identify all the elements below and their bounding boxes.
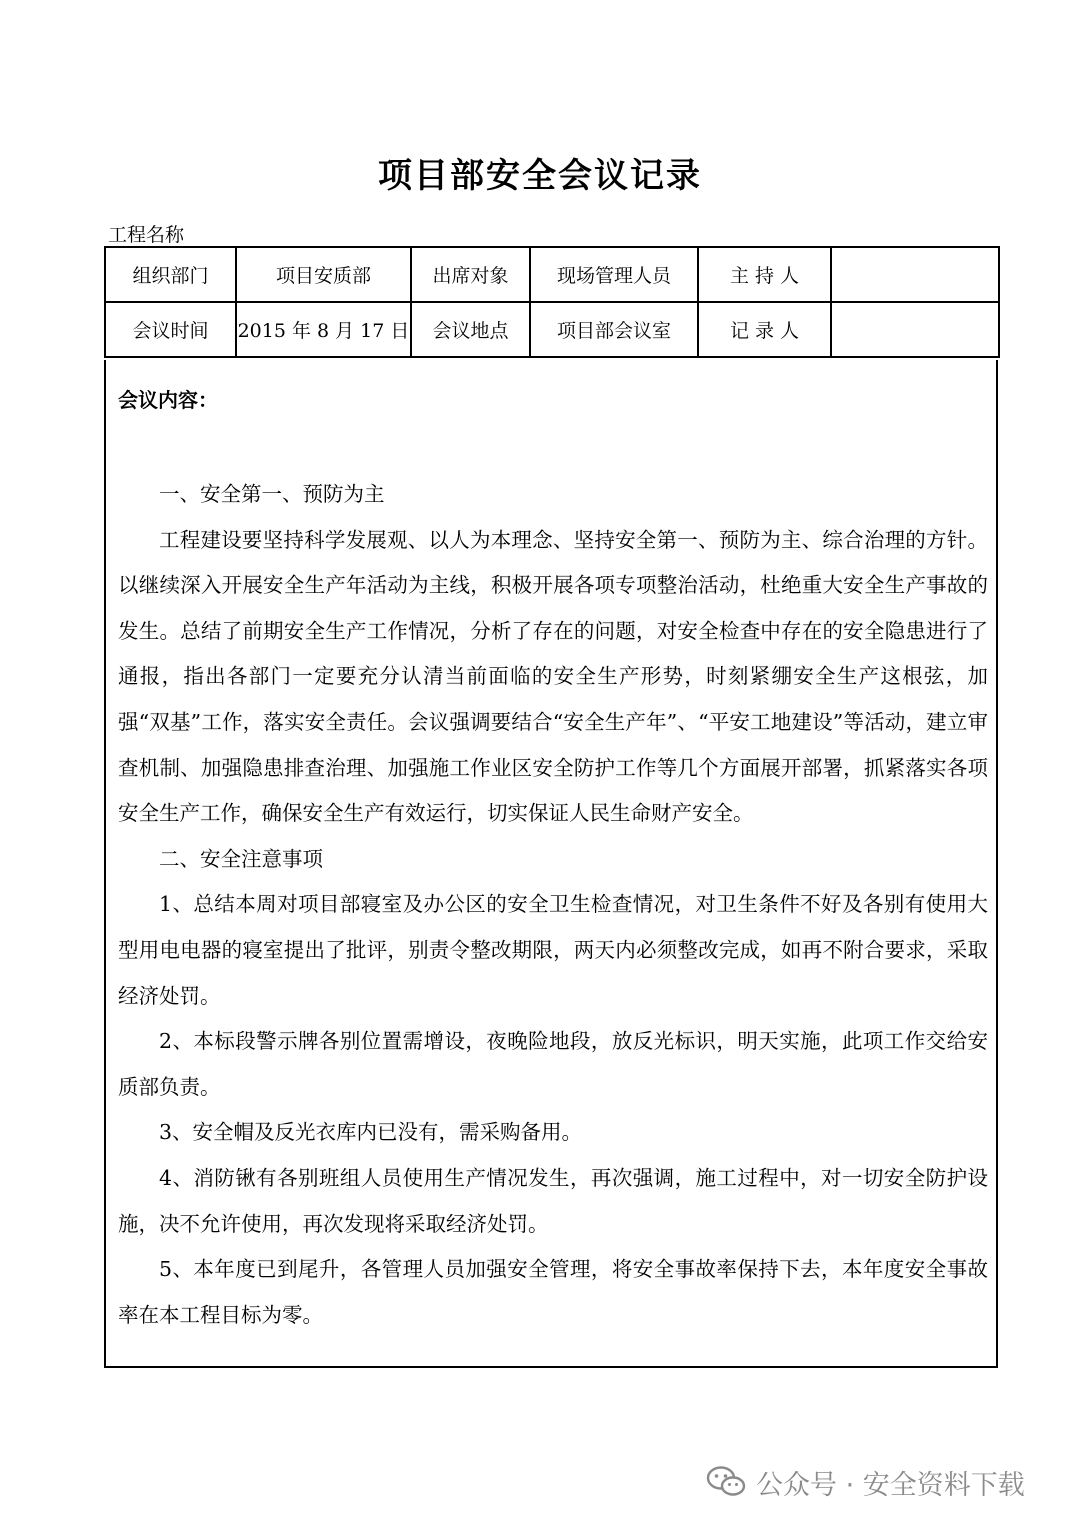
- info-row-1: [105, 247, 999, 302]
- content-item-1: 1、总结本周对项目部寝室及办公区的安全卫生检查情况，对卫生条件不好及各别有使用大型用电电器的寝室提出了批评，别责令整改期限，两天内必须整改完成，如再不附合要求，采取经济处罚。: [118, 892, 988, 1008]
- attendees-label: 出席对象: [411, 247, 530, 302]
- recorder-label: 记 录 人: [698, 302, 831, 357]
- organizer-value: 项目安质部: [236, 247, 411, 302]
- host-label: 主 持 人: [698, 247, 831, 302]
- section-heading-1: 一、安全第一、预防为主: [159, 482, 385, 506]
- meeting-location-label: 会议地点: [411, 302, 530, 357]
- project-name-label: 工程名称: [108, 224, 185, 246]
- content-item-3: 3、安全帽及反光衣库内已没有，需采购备用。: [159, 1120, 583, 1145]
- document-title: 项目部安全会议记录: [378, 156, 702, 196]
- recorder-value: [831, 302, 999, 357]
- section-heading-2: 二、安全注意事项: [159, 846, 323, 871]
- meeting-time-label: 会议时间: [105, 302, 236, 357]
- meeting-content-box: [104, 360, 998, 1368]
- meeting-location-value: 项目部会议室: [530, 302, 698, 357]
- organizer-label: 组织部门: [105, 247, 236, 302]
- content-label: 会议内容：: [118, 388, 218, 412]
- host-value: [831, 247, 999, 302]
- watermark-text: 公众号 · 安全资料下载: [756, 1469, 1025, 1501]
- meeting-time-value: 2015 年 8 月 17 日: [236, 302, 411, 357]
- info-row-2: [105, 302, 999, 357]
- content-paragraph: 工程建设要坚持科学发展观、以人为本理念、坚持安全第一、预防为主、综合治理的方针。以继续深入开展安全生产年活动为主线，积极开展各项专项整治活动，杜绝重大安全生产事故的发生。总结了前期安全生产工作情况，分析了存在的问题，对安全检查中存在的安全隐患进行了通报，指出各部门一定要充分认清当前面临的安全生产形势，时刻紧绷安全生产这根弦，加强“双基”工作，落实安全责任。会议强调要结合“安全生产年”、“平安工地建设”等活动，建立审查机制、加强隐患排查治理、加强施工作业区安全防护工作等几个方面展开部署，抓紧落实各项安全生产工作，确保安全生产有效运行，切实保证人民生命财产安全。: [118, 527, 988, 826]
- watermark: [706, 1462, 1025, 1502]
- content-item-4: 4、消防锹有各别班组人员使用生产情况发生，再次强调，施工过程中，对一切安全防护设施，决不允许使用，再次发现将采取经济处罚。: [118, 1165, 988, 1236]
- meeting-info-table: [104, 246, 1000, 358]
- meeting-content-text: [118, 472, 988, 1338]
- content-item-2: 2、本标段警示牌各别位置需增设，夜晚险地段，放反光标识，明天实施，此项工作交给安质部负责。: [118, 1029, 988, 1099]
- attendees-value: 现场管理人员: [530, 247, 698, 302]
- wechat-icon: [706, 1465, 746, 1499]
- content-item-5: 5、本年度已到尾升，各管理人员加强安全管理，将安全事故率保持下去，本年度安全事故率在本工程目标为零。: [118, 1257, 988, 1327]
